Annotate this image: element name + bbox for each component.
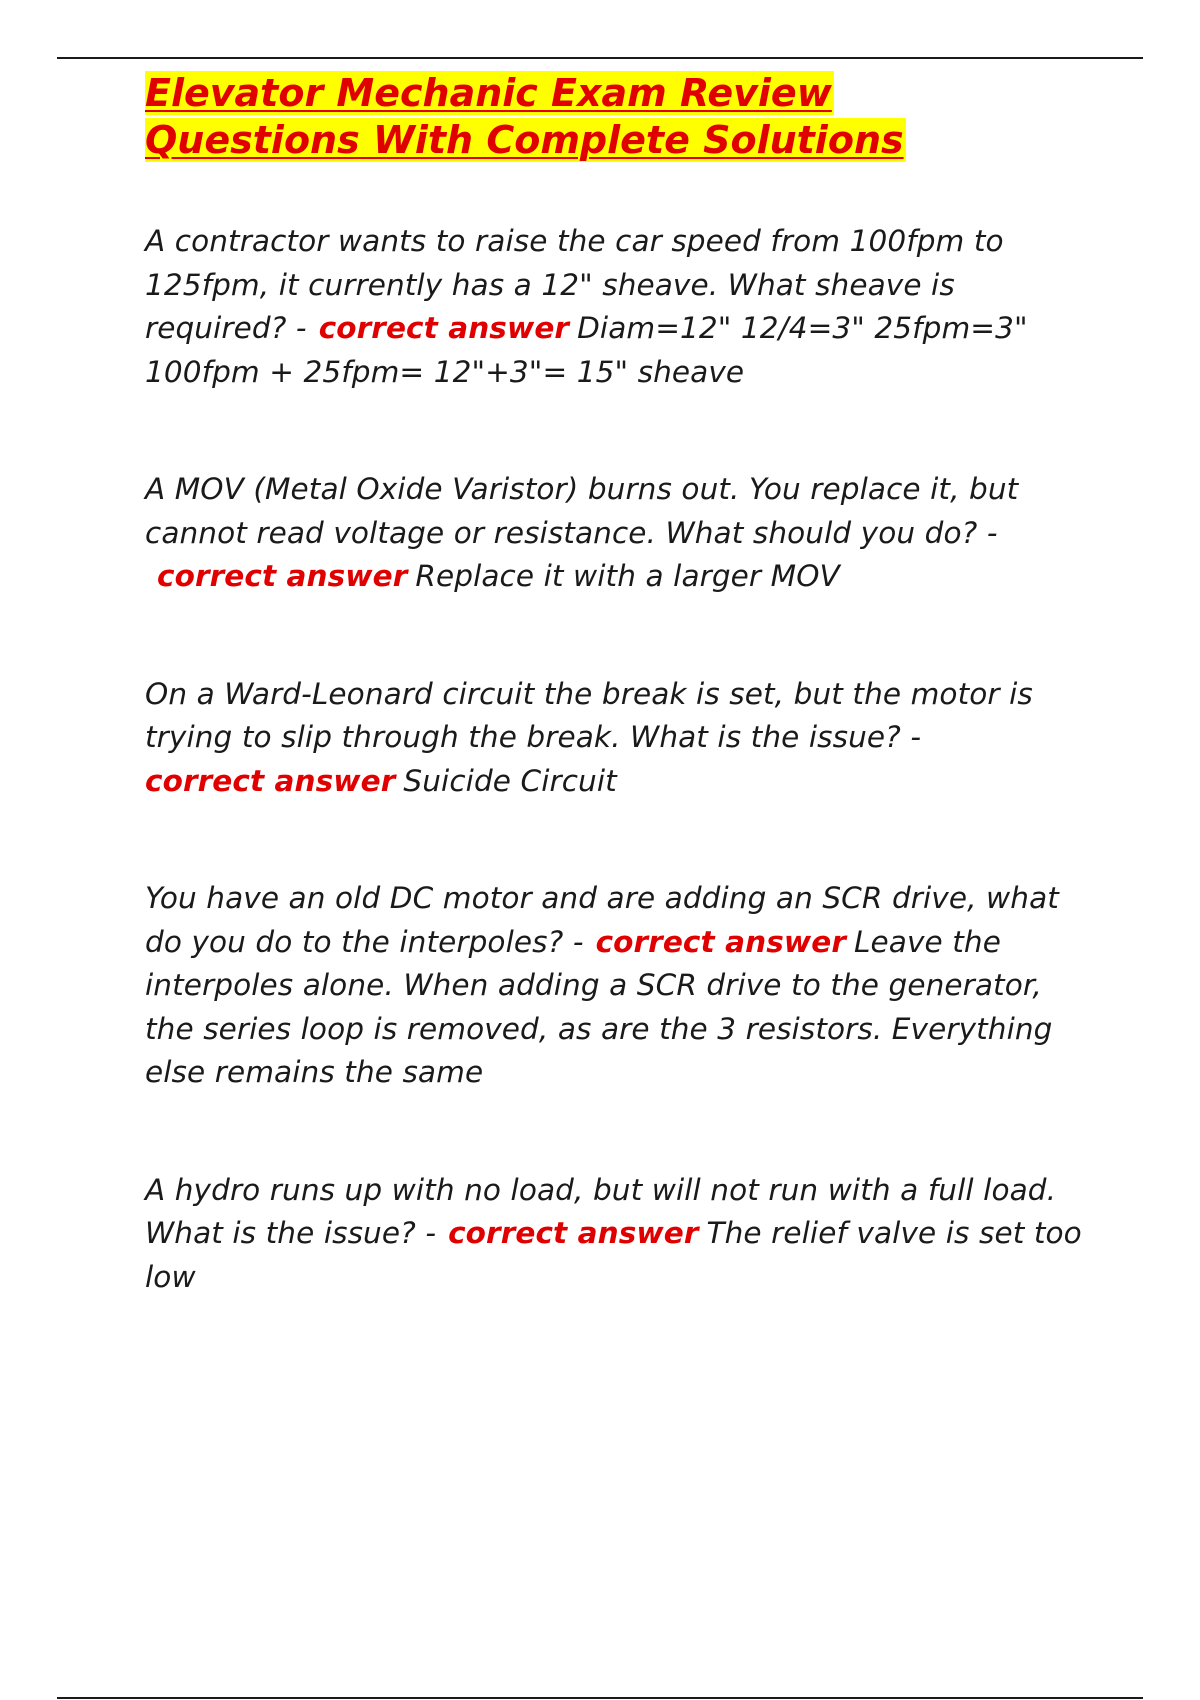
qa-item [145, 1169, 1085, 1300]
answer-label: correct answer [595, 924, 846, 959]
question-text: A hydro runs up with no load, but will not run with a full load. What is the issue? - [145, 1172, 1057, 1250]
answer-label: correct answer [157, 559, 408, 593]
question-text: On a Ward-Leonard circuit the break is set, but the motor is trying to slip through the break. What is the issue? - [145, 676, 1033, 754]
answer-label: correct answer [318, 311, 570, 345]
answer-text: Diam=12" 12/4=3" 25fpm=3" 100fpm + 25fpm= 12"+3"= 15" sheave [145, 311, 1028, 389]
title-line-2: Questions With Complete Solutions [145, 118, 904, 162]
header-rule [57, 57, 1143, 59]
question-text: A MOV (Metal Oxide Varistor) burns out. You replace it, but cannot read voltage or resistance. What should you do? - [145, 472, 1019, 550]
document-title [145, 70, 1085, 164]
qa-list [145, 220, 1085, 1299]
answer-text: Suicide Circuit [403, 763, 617, 798]
answer-label: correct answer [145, 763, 396, 798]
answer-label: correct answer [448, 1216, 699, 1250]
title-line-1: Elevator Mechanic Exam Review [145, 71, 832, 115]
footer-rule [57, 1697, 1143, 1699]
question-text: You have an old DC motor and are adding an SCR drive, what do you do to the interpoles? - [145, 881, 1059, 959]
document-body [145, 70, 1085, 1373]
answer-text: The relief valve is set too low [145, 1216, 1082, 1294]
answer-text: Leave the interpoles alone. When adding a SCR drive to the generator, the series loop is removed, as are the 3 resistors. Everything else remains the same [145, 924, 1053, 1089]
answer-text: Replace it with a larger MOV [415, 559, 840, 593]
qa-item [145, 673, 1085, 804]
qa-item [145, 220, 1085, 394]
qa-item [145, 468, 1085, 599]
question-text: A contractor wants to raise the car speed from 100fpm to 125fpm, it currently has a 12" sheave. What sheave is required? - [145, 224, 1004, 345]
qa-item [145, 877, 1085, 1095]
